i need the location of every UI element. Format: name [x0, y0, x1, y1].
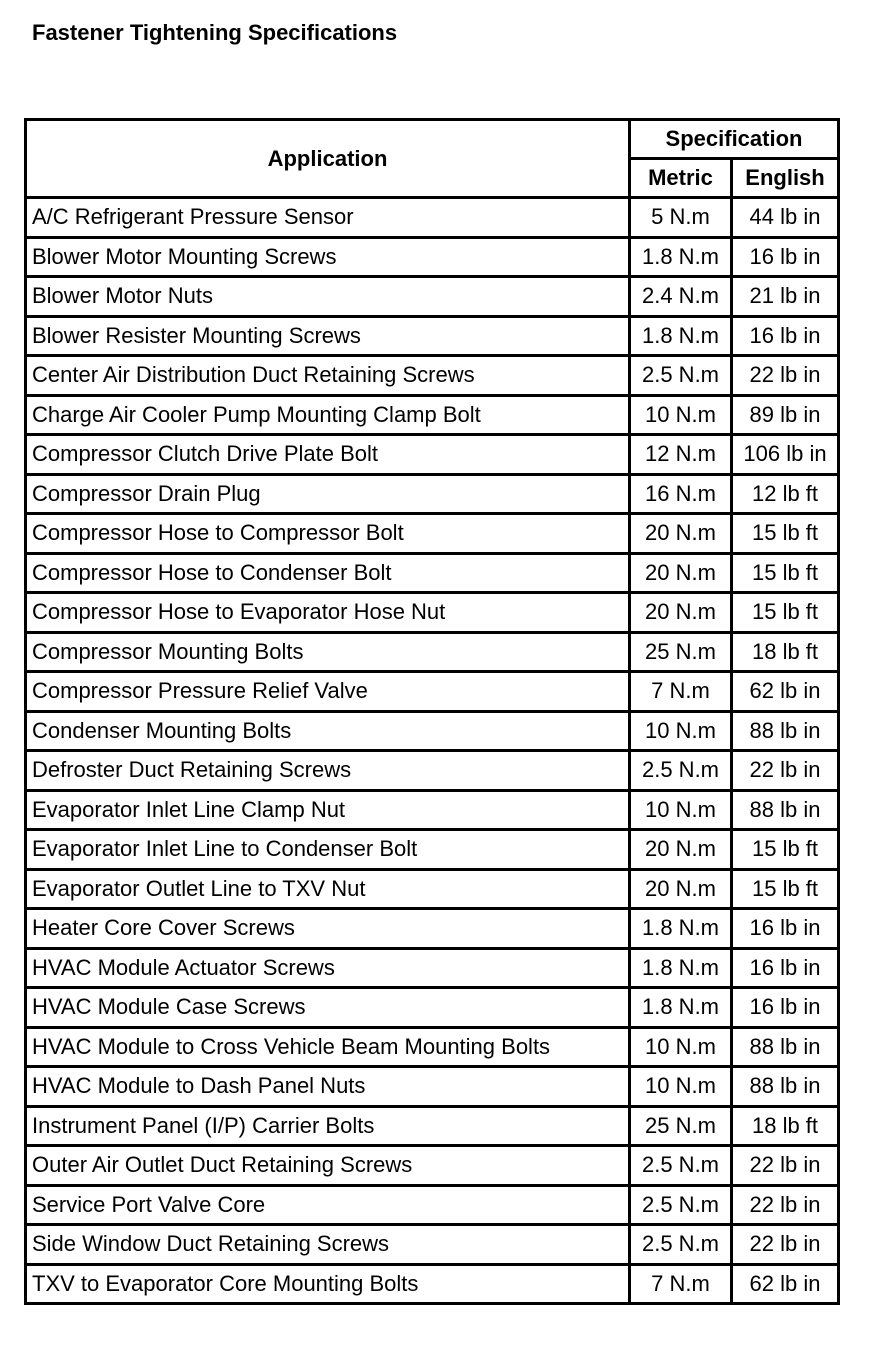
- cell-application: Service Port Valve Core: [26, 1185, 630, 1225]
- table-row: [26, 672, 839, 712]
- cell-metric: 7 N.m: [630, 1264, 732, 1304]
- cell-metric: 2.5 N.m: [630, 1146, 732, 1186]
- table-row: [26, 395, 839, 435]
- cell-metric: 1.8 N.m: [630, 909, 732, 949]
- header-english: English: [732, 159, 839, 198]
- table-row: [26, 553, 839, 593]
- table-row: [26, 790, 839, 830]
- cell-metric: 25 N.m: [630, 632, 732, 672]
- table-row: [26, 632, 839, 672]
- cell-english: 22 lb in: [732, 356, 839, 396]
- cell-application: Outer Air Outlet Duct Retaining Screws: [26, 1146, 630, 1186]
- cell-english: 89 lb in: [732, 395, 839, 435]
- cell-metric: 2.5 N.m: [630, 1185, 732, 1225]
- table-row: [26, 435, 839, 475]
- cell-application: Compressor Hose to Evaporator Hose Nut: [26, 593, 630, 633]
- cell-metric: 1.8 N.m: [630, 948, 732, 988]
- cell-metric: 20 N.m: [630, 869, 732, 909]
- table-row: [26, 316, 839, 356]
- page-title: Fastener Tightening Specifications: [32, 20, 398, 45]
- cell-application: Blower Motor Mounting Screws: [26, 237, 630, 277]
- cell-application: TXV to Evaporator Core Mounting Bolts: [26, 1264, 630, 1304]
- cell-application: A/C Refrigerant Pressure Sensor: [26, 198, 630, 238]
- cell-application: Heater Core Cover Screws: [26, 909, 630, 949]
- cell-english: 18 lb ft: [732, 632, 839, 672]
- cell-metric: 2.4 N.m: [630, 277, 732, 317]
- cell-metric: 10 N.m: [630, 395, 732, 435]
- table-row: [26, 1225, 839, 1265]
- cell-metric: 10 N.m: [630, 1067, 732, 1107]
- cell-english: 15 lb ft: [732, 514, 839, 554]
- cell-metric: 5 N.m: [630, 198, 732, 238]
- cell-english: 15 lb ft: [732, 869, 839, 909]
- table-row: [26, 988, 839, 1028]
- table-row: [26, 277, 839, 317]
- cell-metric: 10 N.m: [630, 1027, 732, 1067]
- cell-metric: 2.5 N.m: [630, 751, 732, 791]
- cell-application: Blower Motor Nuts: [26, 277, 630, 317]
- cell-english: 88 lb in: [732, 790, 839, 830]
- cell-metric: 1.8 N.m: [630, 988, 732, 1028]
- cell-english: 62 lb in: [732, 672, 839, 712]
- cell-application: Defroster Duct Retaining Screws: [26, 751, 630, 791]
- cell-english: 22 lb in: [732, 751, 839, 791]
- header-metric: Metric: [630, 159, 732, 198]
- table-row: [26, 909, 839, 949]
- table-row: [26, 830, 839, 870]
- header-application: Application: [26, 120, 630, 198]
- cell-english: 22 lb in: [732, 1185, 839, 1225]
- cell-english: 22 lb in: [732, 1225, 839, 1265]
- cell-metric: 16 N.m: [630, 474, 732, 514]
- cell-metric: 25 N.m: [630, 1106, 732, 1146]
- table-row: [26, 514, 839, 554]
- table-row: [26, 751, 839, 791]
- cell-application: Instrument Panel (I/P) Carrier Bolts: [26, 1106, 630, 1146]
- cell-application: HVAC Module to Dash Panel Nuts: [26, 1067, 630, 1107]
- table-row: [26, 237, 839, 277]
- table-row: [26, 356, 839, 396]
- cell-english: 62 lb in: [732, 1264, 839, 1304]
- cell-metric: 20 N.m: [630, 553, 732, 593]
- cell-application: Evaporator Inlet Line Clamp Nut: [26, 790, 630, 830]
- cell-english: 106 lb in: [732, 435, 839, 475]
- cell-metric: 2.5 N.m: [630, 1225, 732, 1265]
- cell-application: Side Window Duct Retaining Screws: [26, 1225, 630, 1265]
- cell-metric: 7 N.m: [630, 672, 732, 712]
- table-row: [26, 593, 839, 633]
- cell-application: Compressor Hose to Condenser Bolt: [26, 553, 630, 593]
- cell-metric: 2.5 N.m: [630, 356, 732, 396]
- cell-metric: 20 N.m: [630, 593, 732, 633]
- cell-english: 44 lb in: [732, 198, 839, 238]
- table-body: [26, 198, 839, 1304]
- cell-metric: 12 N.m: [630, 435, 732, 475]
- cell-metric: 10 N.m: [630, 711, 732, 751]
- cell-metric: 10 N.m: [630, 790, 732, 830]
- cell-metric: 1.8 N.m: [630, 237, 732, 277]
- table-header: [26, 120, 839, 198]
- cell-application: Compressor Drain Plug: [26, 474, 630, 514]
- cell-application: Compressor Clutch Drive Plate Bolt: [26, 435, 630, 475]
- table-row: [26, 1106, 839, 1146]
- cell-application: HVAC Module Actuator Screws: [26, 948, 630, 988]
- cell-application: Blower Resister Mounting Screws: [26, 316, 630, 356]
- cell-english: 15 lb ft: [732, 553, 839, 593]
- cell-application: Compressor Pressure Relief Valve: [26, 672, 630, 712]
- cell-english: 16 lb in: [732, 948, 839, 988]
- cell-english: 88 lb in: [732, 1027, 839, 1067]
- cell-english: 16 lb in: [732, 316, 839, 356]
- cell-english: 12 lb ft: [732, 474, 839, 514]
- cell-application: HVAC Module to Cross Vehicle Beam Mounting Bolts: [26, 1027, 630, 1067]
- cell-english: 88 lb in: [732, 1067, 839, 1107]
- cell-english: 16 lb in: [732, 909, 839, 949]
- cell-metric: 20 N.m: [630, 830, 732, 870]
- fastener-spec-table: [24, 118, 840, 1305]
- cell-application: Evaporator Outlet Line to TXV Nut: [26, 869, 630, 909]
- cell-english: 15 lb ft: [732, 593, 839, 633]
- table-row: [26, 474, 839, 514]
- cell-application: HVAC Module Case Screws: [26, 988, 630, 1028]
- cell-english: 88 lb in: [732, 711, 839, 751]
- cell-metric: 1.8 N.m: [630, 316, 732, 356]
- cell-english: 21 lb in: [732, 277, 839, 317]
- cell-english: 16 lb in: [732, 237, 839, 277]
- cell-english: 22 lb in: [732, 1146, 839, 1186]
- header-specification: Specification: [630, 120, 839, 159]
- cell-application: Compressor Mounting Bolts: [26, 632, 630, 672]
- table-row: [26, 1185, 839, 1225]
- table-row: [26, 1067, 839, 1107]
- cell-metric: 20 N.m: [630, 514, 732, 554]
- table-row: [26, 1264, 839, 1304]
- cell-application: Compressor Hose to Compressor Bolt: [26, 514, 630, 554]
- table-row: [26, 198, 839, 238]
- cell-english: 18 lb ft: [732, 1106, 839, 1146]
- cell-application: Evaporator Inlet Line to Condenser Bolt: [26, 830, 630, 870]
- table-row: [26, 711, 839, 751]
- cell-application: Condenser Mounting Bolts: [26, 711, 630, 751]
- cell-english: 15 lb ft: [732, 830, 839, 870]
- cell-english: 16 lb in: [732, 988, 839, 1028]
- cell-application: Charge Air Cooler Pump Mounting Clamp Bolt: [26, 395, 630, 435]
- table-row: [26, 1146, 839, 1186]
- table-row: [26, 869, 839, 909]
- table-row: [26, 1027, 839, 1067]
- cell-application: Center Air Distribution Duct Retaining Screws: [26, 356, 630, 396]
- table-row: [26, 948, 839, 988]
